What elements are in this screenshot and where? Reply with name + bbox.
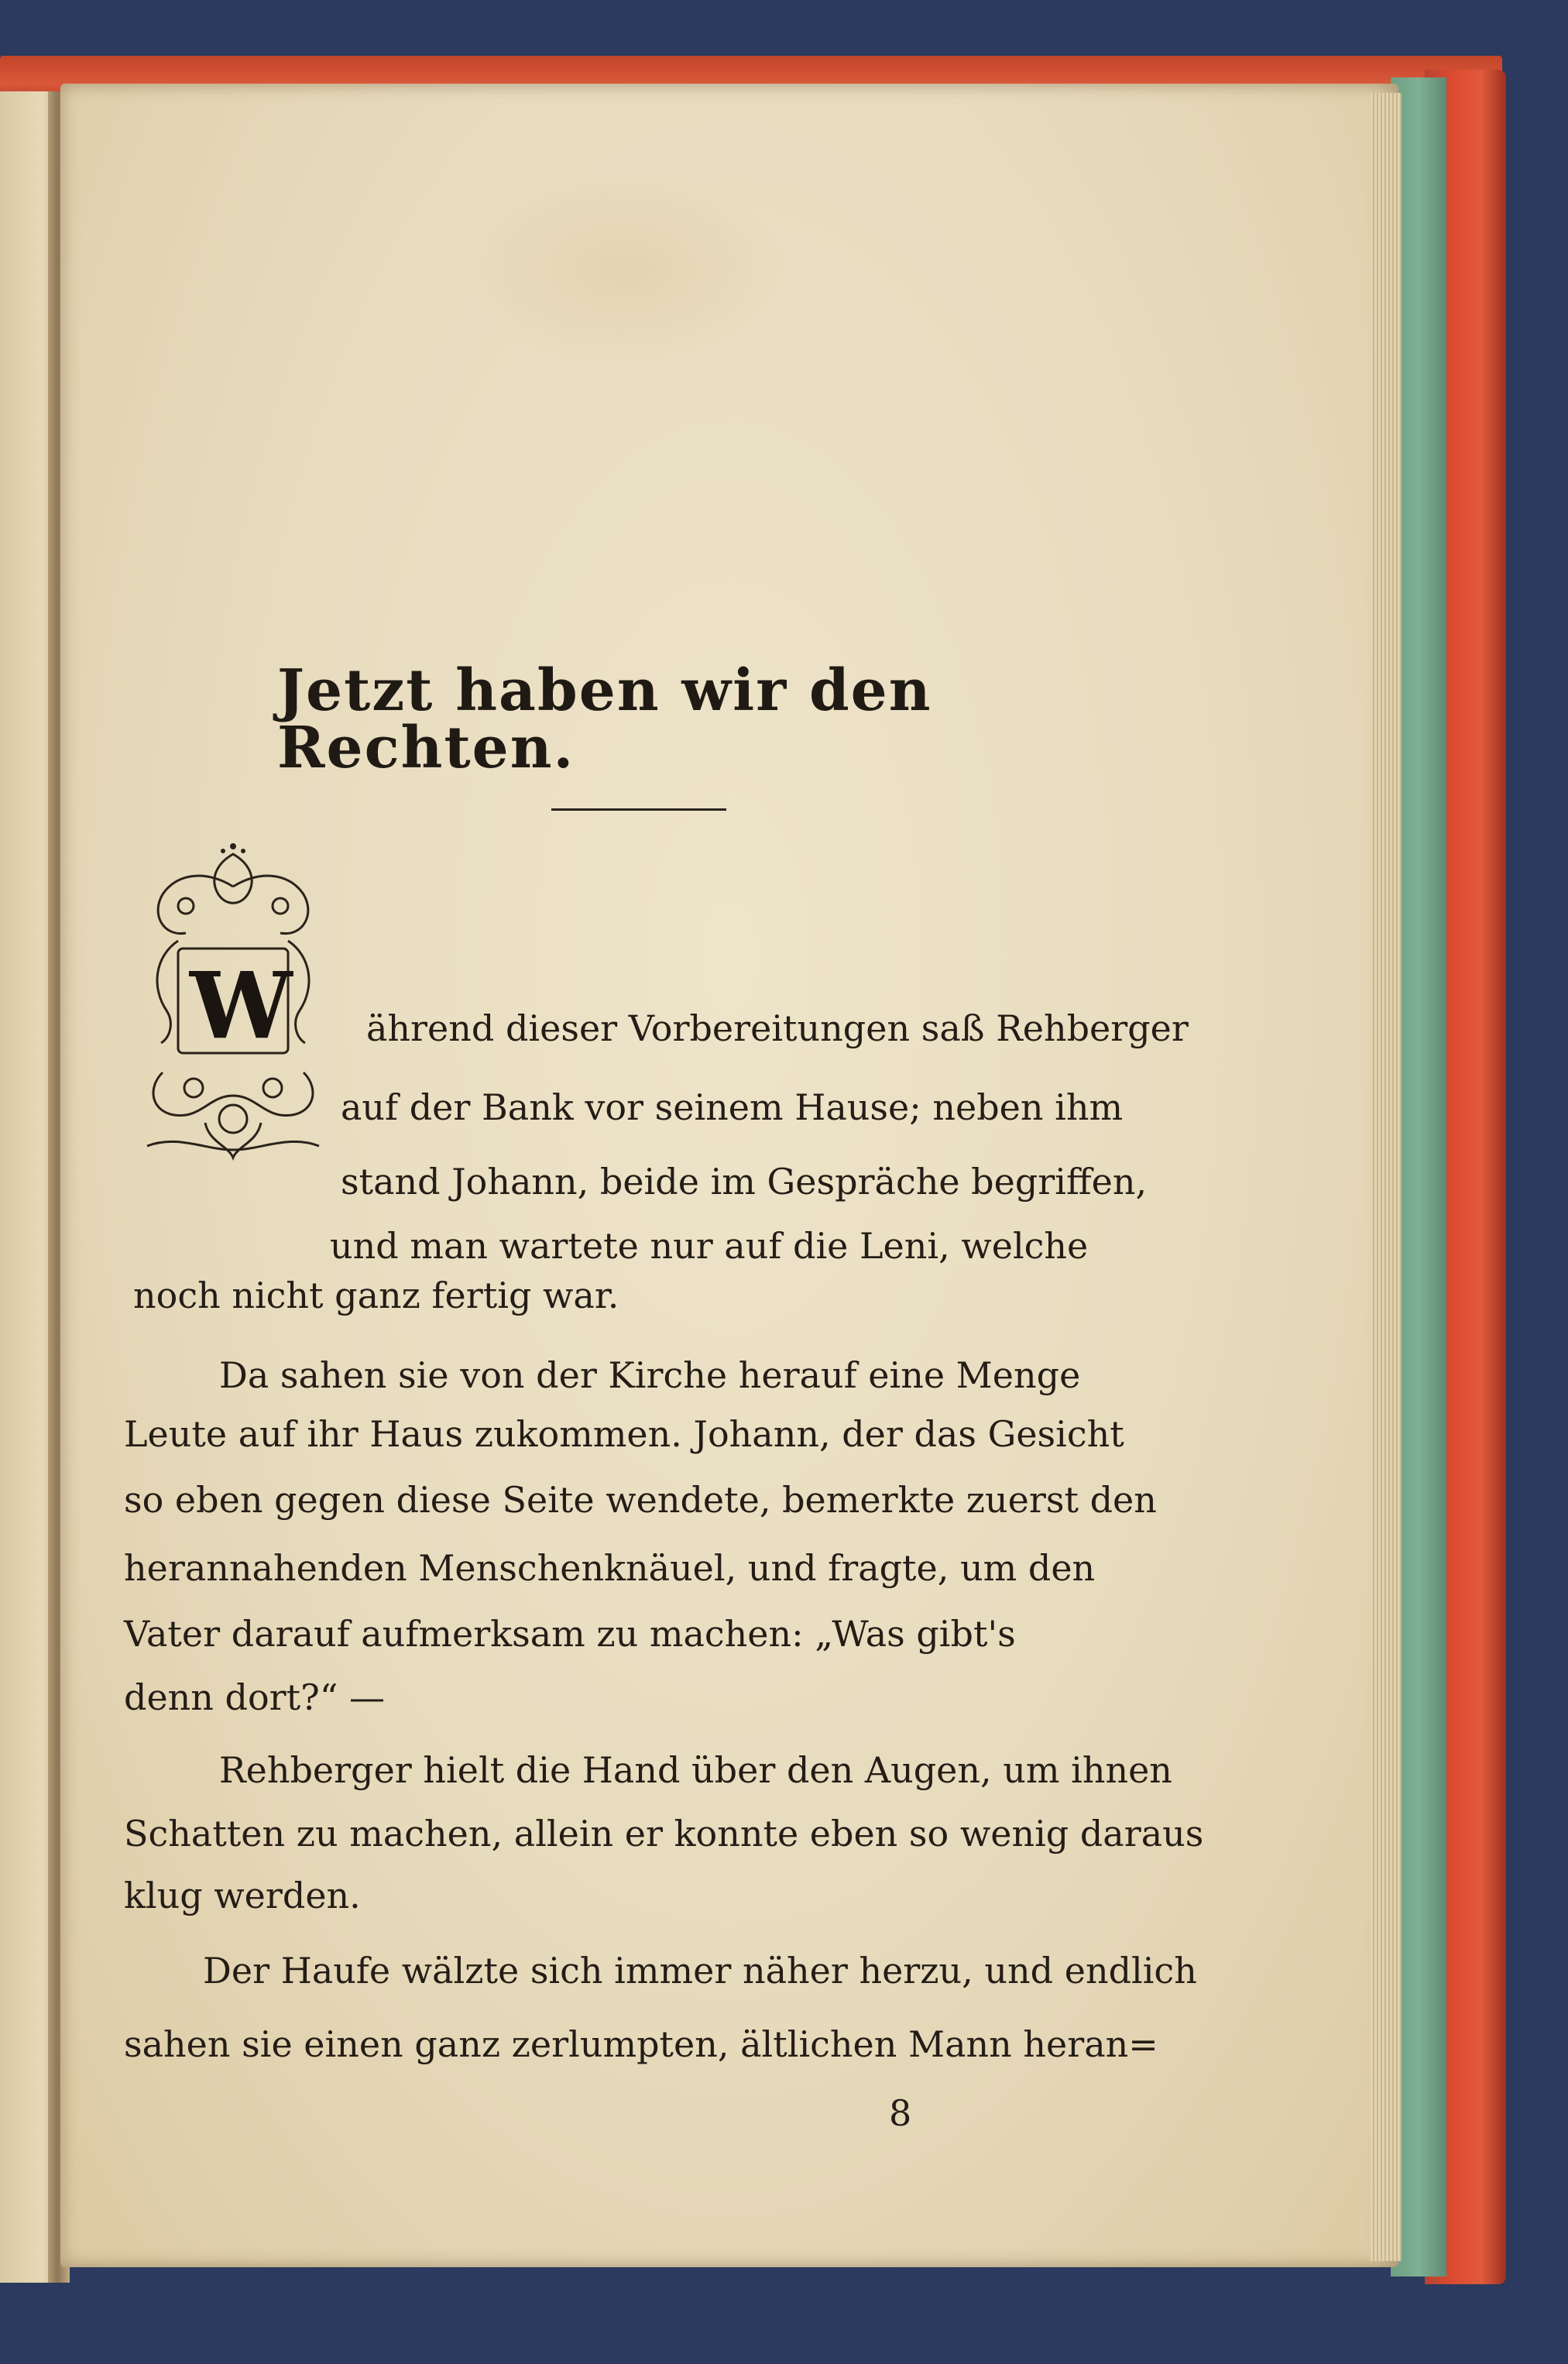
text-line: sahen sie einen ganz zerlumpten, ältlichen Mann heran=	[124, 2023, 1158, 2065]
text-line: Da sahen sie von der Kirche herauf eine Menge	[219, 1354, 1081, 1396]
text-line: Vater darauf aufmerksam zu machen: „Was gibt's	[124, 1613, 1016, 1655]
text-line: so eben gegen diese Seite wendete, bemerkte zuerst den	[124, 1479, 1157, 1521]
text-line: denn dort?“ —	[124, 1676, 385, 1718]
text-line: Leute auf ihr Haus zukommen. Johann, der das Gesicht	[124, 1413, 1124, 1455]
drop-cap-initial: W	[190, 952, 293, 1059]
text-line: stand Johann, beide im Gespräche begriffen,	[341, 1161, 1148, 1203]
chapter-title: Jetzt haben wir den Rechten.	[277, 657, 932, 781]
text-line: herannahenden Menschenknäuel, und fragte, um den	[124, 1547, 1096, 1589]
text-line: auf der Bank vor seinem Hause; neben ihm	[341, 1086, 1124, 1128]
text-line: ährend dieser Vorbereitungen saß Rehberger	[366, 1007, 1189, 1049]
text-line: klug werden.	[124, 1875, 361, 1916]
page-number: 8	[889, 2092, 912, 2134]
text-line: Schatten zu machen, allein er konnte eben so wenig daraus	[124, 1813, 1204, 1854]
page-fore-edge	[1371, 93, 1402, 2261]
text-line: noch nicht ganz fertig war.	[133, 1275, 619, 1316]
text-line: Der Haufe wälzte sich immer näher herzu, und endlich	[203, 1950, 1197, 1992]
text-line: Rehberger hielt die Hand über den Augen, um ihnen	[219, 1749, 1172, 1791]
title-rule	[551, 808, 726, 811]
text-line: und man wartete nur auf die Leni, welche	[330, 1225, 1089, 1267]
